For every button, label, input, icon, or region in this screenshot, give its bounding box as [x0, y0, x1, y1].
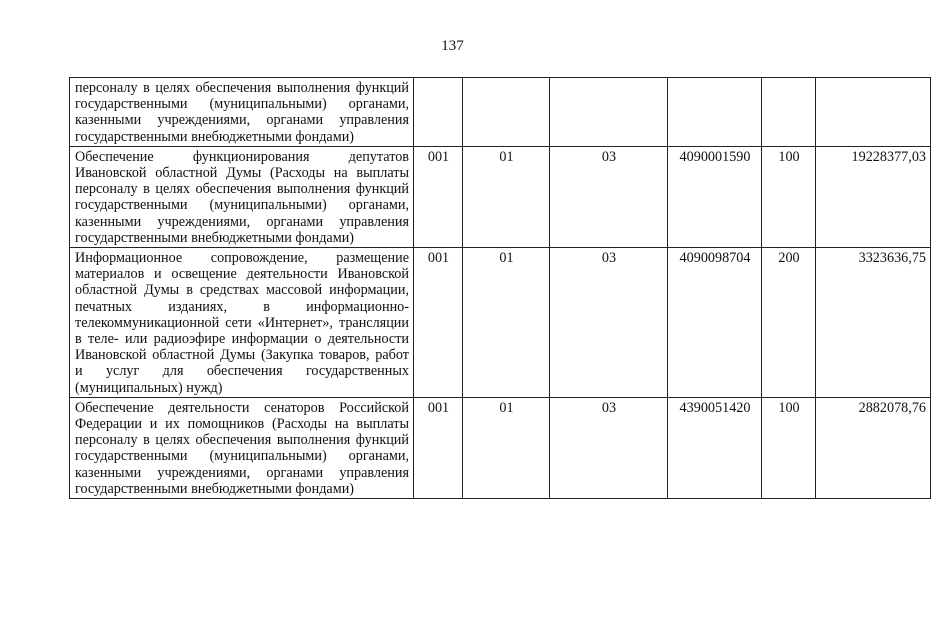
amount: 2882078,76 [816, 397, 931, 498]
target-article-code: 4390051420 [668, 397, 762, 498]
expense-type-code: 100 [762, 397, 816, 498]
table-row [70, 78, 931, 147]
expense-type-code: 100 [762, 146, 816, 247]
amount: 19228377,03 [816, 146, 931, 247]
ministry-code: 001 [414, 248, 463, 398]
expense-type-code: 200 [762, 248, 816, 398]
table-row [70, 397, 931, 498]
subsection-code: 03 [550, 248, 668, 398]
row-description: персоналу в целях обеспечения выполнения функций государственными (муниципальными) органами, казенными учреждениями, органами управления государственными внебюджетными фондами) [70, 78, 414, 147]
expense-type-code [762, 78, 816, 147]
subsection-code: 03 [550, 146, 668, 247]
ministry-code: 001 [414, 146, 463, 247]
row-description: Обеспечение функционирования депутатов Ивановской областной Думы (Расходы на выплаты персоналу в целях обеспечения выполнения функций государственными (муниципальными) органами, казенными учреждениями, органами управления государственными внебюджетными фондами) [70, 146, 414, 247]
table-row [70, 248, 931, 398]
row-description: Информационное сопровождение, размещение материалов и освещение деятельности Ивановской областной Думы в средствах массовой информации, печатных изданиях, в информационно-телекоммуникационной сети «Интернет», трансляции в теле- или радиоэфире информации о деятельности Ивановской областной Думы (Закупка товаров, работ и услуг для обеспечения государственных (муниципальных) нужд) [70, 248, 414, 398]
table-row [70, 146, 931, 247]
page-number: 137 [441, 38, 464, 54]
section-code: 01 [463, 248, 550, 398]
section-code: 01 [463, 397, 550, 498]
ministry-code: 001 [414, 397, 463, 498]
target-article-code [668, 78, 762, 147]
amount: 3323636,75 [816, 248, 931, 398]
subsection-code [550, 78, 668, 147]
target-article-code: 4090001590 [668, 146, 762, 247]
budget-table [69, 77, 931, 499]
section-code [463, 78, 550, 147]
row-description: Обеспечение деятельности сенаторов Российской Федерации и их помощников (Расходы на выплаты персоналу в целях обеспечения выполнения функций государственными (муниципальными) органами, казенными учреждениями, органами управления государственными внебюджетными фондами) [70, 397, 414, 498]
section-code: 01 [463, 146, 550, 247]
target-article-code: 4090098704 [668, 248, 762, 398]
ministry-code [414, 78, 463, 147]
subsection-code: 03 [550, 397, 668, 498]
amount [816, 78, 931, 147]
